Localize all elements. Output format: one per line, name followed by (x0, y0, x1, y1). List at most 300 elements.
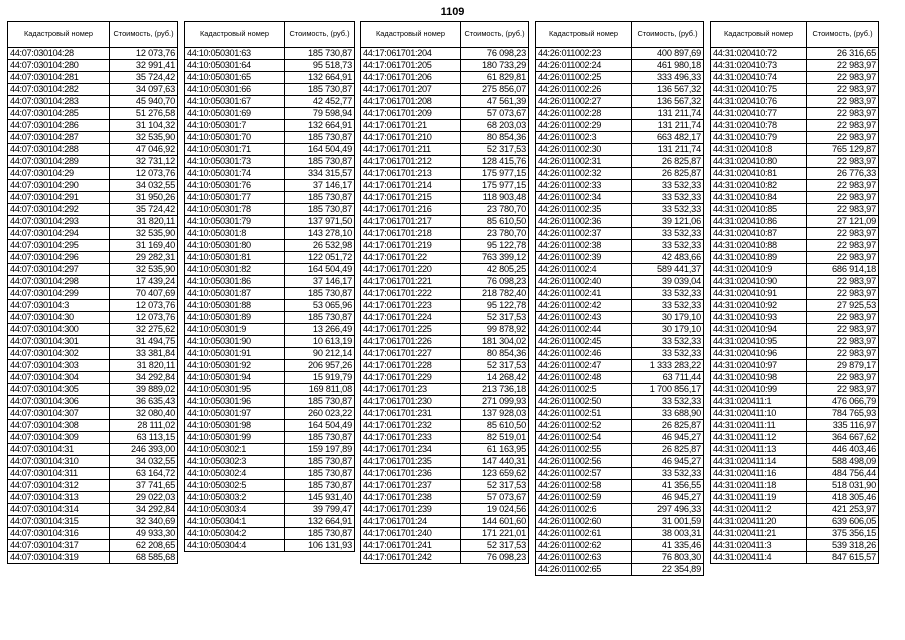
cadastral-number-cell: 44:26:011002:55 (536, 444, 632, 456)
table-row (8, 96, 178, 108)
table-row (8, 144, 178, 156)
cost-cell: 518 031,90 (807, 480, 879, 492)
cadastral-number-cell: 44:17:061701:224 (361, 312, 461, 324)
cadastral-number-cell: 44:07:030104:303 (8, 360, 110, 372)
cost-cell: 76 098,23 (461, 276, 529, 288)
table-row (361, 240, 529, 252)
table-row (361, 204, 529, 216)
register-body (185, 48, 355, 552)
cost-cell: 41 335,46 (632, 540, 704, 552)
cost-cell: 122 051,72 (285, 252, 355, 264)
table-row (185, 360, 355, 372)
cadastral-number-cell: 44:17:061701:226 (361, 336, 461, 348)
table-row (361, 72, 529, 84)
cadastral-number-cell: 44:17:061701:240 (361, 528, 461, 540)
cadastral-number-cell: 44:17:061701:23 (361, 384, 461, 396)
table-row (361, 96, 529, 108)
table-row (8, 48, 178, 60)
cadastral-number-cell: 44:10:050301:78 (185, 204, 285, 216)
table-row (185, 432, 355, 444)
table-row (361, 156, 529, 168)
table-row (8, 300, 178, 312)
register-table-3 (360, 21, 529, 564)
cadastral-number-cell: 44:07:030104:319 (8, 552, 110, 564)
cost-cell: 51 276,58 (110, 108, 178, 120)
cadastral-number-cell: 44:17:061701:225 (361, 324, 461, 336)
cost-cell: 34 032,55 (110, 180, 178, 192)
cadastral-number-cell: 44:17:061701:209 (361, 108, 461, 120)
cadastral-number-cell: 44:31:020410:97 (711, 360, 807, 372)
cadastral-number-cell: 44:26:011002:45 (536, 336, 632, 348)
cadastral-number-cell: 44:26:011002:62 (536, 540, 632, 552)
table-row (185, 444, 355, 456)
cadastral-number-cell: 44:31:020410:86 (711, 216, 807, 228)
table-row (8, 132, 178, 144)
table-row (8, 324, 178, 336)
cadastral-number-cell: 44:31:020410:74 (711, 72, 807, 84)
cadastral-number-cell: 44:07:030104:31 (8, 444, 110, 456)
cadastral-number-cell: 44:07:030104:29 (8, 168, 110, 180)
cadastral-number-cell: 44:10:050301:67 (185, 96, 285, 108)
table-row (185, 72, 355, 84)
cadastral-number-cell: 44:26:011002:63 (536, 552, 632, 564)
cadastral-number-cell: 44:10:050301:91 (185, 348, 285, 360)
table-row (536, 240, 704, 252)
cadastral-number-cell: 44:31:020411:18 (711, 480, 807, 492)
cost-cell: 185 730,87 (285, 204, 355, 216)
cadastral-number-cell: 44:26:011002:57 (536, 468, 632, 480)
table-row (711, 336, 879, 348)
cadastral-number-cell: 44:07:030104:301 (8, 336, 110, 348)
cadastral-number-cell: 44:31:020410:78 (711, 120, 807, 132)
cadastral-number-cell: 44:17:061701:215 (361, 192, 461, 204)
cost-cell: 1 700 856,17 (632, 384, 704, 396)
cost-cell: 22 983,97 (807, 228, 879, 240)
cost-cell: 145 931,40 (285, 492, 355, 504)
table-row (8, 192, 178, 204)
table-row (8, 156, 178, 168)
table-row (185, 84, 355, 96)
cost-cell: 297 496,33 (632, 504, 704, 516)
cadastral-number-cell: 44:31:020410:75 (711, 84, 807, 96)
table-row (711, 108, 879, 120)
cadastral-number-cell: 44:26:011002:42 (536, 300, 632, 312)
table-row (185, 144, 355, 156)
table-row (8, 264, 178, 276)
cost-cell: 82 519,01 (461, 432, 529, 444)
cost-cell: 62 208,65 (110, 540, 178, 552)
cost-cell: 22 983,97 (807, 336, 879, 348)
cadastral-number-cell: 44:26:011002:28 (536, 108, 632, 120)
cost-cell: 185 730,87 (285, 84, 355, 96)
table-row (711, 480, 879, 492)
cost-cell: 22 983,97 (807, 384, 879, 396)
cadastral-number-cell: 44:31:020410:82 (711, 180, 807, 192)
cost-cell: 22 983,97 (807, 132, 879, 144)
cadastral-number-cell: 44:17:061701:204 (361, 48, 461, 60)
cost-cell: 159 197,89 (285, 444, 355, 456)
cadastral-number-cell: 44:26:011002:51 (536, 408, 632, 420)
table-row (8, 552, 178, 564)
table-row (8, 360, 178, 372)
table-row (361, 312, 529, 324)
cost-cell: 32 080,40 (110, 408, 178, 420)
cadastral-number-cell: 44:31:020410:85 (711, 204, 807, 216)
page-number: 1109 (440, 6, 465, 18)
cadastral-number-cell: 44:26:011002:26 (536, 84, 632, 96)
cost-cell: 33 532,33 (632, 348, 704, 360)
table-row (711, 432, 879, 444)
cadastral-number-cell: 44:31:020410:91 (711, 288, 807, 300)
table-row (185, 216, 355, 228)
cadastral-number-cell: 44:10:050301:9 (185, 324, 285, 336)
cadastral-number-cell: 44:31:020410:95 (711, 336, 807, 348)
cost-cell: 99 878,92 (461, 324, 529, 336)
cadastral-number-cell: 44:31:020410:99 (711, 384, 807, 396)
cadastral-number-cell: 44:26:011002:4 (536, 264, 632, 276)
cost-cell: 19 024,56 (461, 504, 529, 516)
table-row (536, 72, 704, 84)
table-row (185, 504, 355, 516)
table-row (361, 492, 529, 504)
table-row (536, 156, 704, 168)
cadastral-number-cell: 44:26:011002:6 (536, 504, 632, 516)
cadastral-number-cell: 44:26:011002:5 (536, 384, 632, 396)
table-row (536, 492, 704, 504)
table-row (711, 420, 879, 432)
table-row (536, 444, 704, 456)
table-row (536, 180, 704, 192)
cadastral-number-cell: 44:17:061701:232 (361, 420, 461, 432)
cadastral-number-cell: 44:07:030104:315 (8, 516, 110, 528)
table-row (536, 396, 704, 408)
cadastral-number-cell: 44:31:020411:2 (711, 504, 807, 516)
header-cadastral-number: Кадастровый номер (711, 22, 807, 48)
cadastral-number-cell: 44:07:030104:290 (8, 180, 110, 192)
cost-cell: 39 121,06 (632, 216, 704, 228)
cost-cell: 80 854,36 (461, 348, 529, 360)
cost-cell: 171 221,01 (461, 528, 529, 540)
cadastral-number-cell: 44:07:030104:306 (8, 396, 110, 408)
table-row (185, 228, 355, 240)
cadastral-number-cell: 44:10:050301:97 (185, 408, 285, 420)
cost-cell: 46 945,27 (632, 492, 704, 504)
cost-cell: 185 730,87 (285, 48, 355, 60)
table-row (711, 324, 879, 336)
cost-cell: 63 113,15 (110, 432, 178, 444)
table-row (536, 300, 704, 312)
cost-cell: 32 535,90 (110, 228, 178, 240)
cadastral-number-cell: 44:31:020411:10 (711, 408, 807, 420)
cost-cell: 80 854,36 (461, 132, 529, 144)
cadastral-number-cell: 44:26:011002:24 (536, 60, 632, 72)
cost-cell: 52 317,53 (461, 360, 529, 372)
table-row (185, 156, 355, 168)
table-row (536, 408, 704, 420)
table-row (185, 468, 355, 480)
cost-cell: 76 098,23 (461, 552, 529, 564)
table-row (711, 300, 879, 312)
cadastral-number-cell: 44:10:050301:73 (185, 156, 285, 168)
table-row (361, 336, 529, 348)
cost-cell: 35 724,42 (110, 72, 178, 84)
cost-cell: 169 811,08 (285, 384, 355, 396)
table-row (711, 156, 879, 168)
cost-cell: 30 179,10 (632, 324, 704, 336)
table-row (361, 480, 529, 492)
table-row (536, 384, 704, 396)
cost-cell: 32 340,69 (110, 516, 178, 528)
cadastral-number-cell: 44:31:020410:94 (711, 324, 807, 336)
table-row (711, 468, 879, 480)
cost-cell: 26 825,87 (632, 156, 704, 168)
table-row (536, 96, 704, 108)
cadastral-number-cell: 44:17:061701:211 (361, 144, 461, 156)
table-row (8, 540, 178, 552)
cadastral-number-cell: 44:26:011002:47 (536, 360, 632, 372)
cadastral-number-cell: 44:31:020411:21 (711, 528, 807, 540)
cost-cell: 588 498,09 (807, 456, 879, 468)
cadastral-number-cell: 44:31:020411:1 (711, 396, 807, 408)
cost-cell: 68 203,03 (461, 120, 529, 132)
table-row (711, 456, 879, 468)
cost-cell: 136 567,32 (632, 96, 704, 108)
cadastral-number-cell: 44:10:050301:99 (185, 432, 285, 444)
table-row (711, 180, 879, 192)
cost-cell: 765 129,87 (807, 144, 879, 156)
cadastral-number-cell: 44:26:011002:34 (536, 192, 632, 204)
cost-cell: 52 317,53 (461, 540, 529, 552)
table-row (8, 492, 178, 504)
cadastral-number-cell: 44:26:011002:29 (536, 120, 632, 132)
cost-cell: 763 399,12 (461, 252, 529, 264)
cadastral-number-cell: 44:26:011002:48 (536, 372, 632, 384)
table-row (711, 72, 879, 84)
cadastral-number-cell: 44:31:020410:81 (711, 168, 807, 180)
cadastral-number-cell: 44:10:050304:4 (185, 540, 285, 552)
cadastral-number-cell: 44:26:011002:31 (536, 156, 632, 168)
cost-cell: 131 211,74 (632, 144, 704, 156)
table-row (361, 552, 529, 564)
cost-cell: 12 073,76 (110, 312, 178, 324)
cost-cell: 37 146,17 (285, 180, 355, 192)
cadastral-number-cell: 44:17:061701:213 (361, 168, 461, 180)
cost-cell: 421 253,97 (807, 504, 879, 516)
cost-cell: 63 711,44 (632, 372, 704, 384)
table-row (8, 480, 178, 492)
cost-cell: 22 983,97 (807, 240, 879, 252)
cost-cell: 37 741,65 (110, 480, 178, 492)
cost-cell: 164 504,49 (285, 144, 355, 156)
cadastral-number-cell: 44:10:050301:90 (185, 336, 285, 348)
cost-cell: 446 403,46 (807, 444, 879, 456)
table-row (711, 372, 879, 384)
table-row (8, 444, 178, 456)
cost-cell: 137 971,50 (285, 216, 355, 228)
table-row (711, 348, 879, 360)
cost-cell: 639 606,05 (807, 516, 879, 528)
cadastral-number-cell: 44:10:050301:76 (185, 180, 285, 192)
table-row (711, 312, 879, 324)
register-table-2 (184, 21, 355, 552)
cadastral-number-cell: 44:07:030104:288 (8, 144, 110, 156)
cost-cell: 33 532,33 (632, 204, 704, 216)
cost-cell: 22 983,97 (807, 180, 879, 192)
cadastral-number-cell: 44:10:050304:1 (185, 516, 285, 528)
table-row (361, 84, 529, 96)
table-row (361, 192, 529, 204)
cadastral-number-cell: 44:31:020410:92 (711, 300, 807, 312)
table-row (361, 264, 529, 276)
register-table-1 (7, 21, 178, 564)
cadastral-number-cell: 44:31:020410:9 (711, 264, 807, 276)
cost-cell: 484 756,44 (807, 468, 879, 480)
cadastral-number-cell: 44:31:020411:14 (711, 456, 807, 468)
table-row (361, 60, 529, 72)
cost-cell: 136 567,32 (632, 84, 704, 96)
cost-cell: 137 928,03 (461, 408, 529, 420)
table-row (711, 60, 879, 72)
table-row (361, 252, 529, 264)
cost-cell: 22 983,97 (807, 288, 879, 300)
cadastral-number-cell: 44:07:030104:292 (8, 204, 110, 216)
cost-cell: 76 098,23 (461, 48, 529, 60)
cost-cell: 131 211,74 (632, 108, 704, 120)
cadastral-number-cell: 44:07:030104:302 (8, 348, 110, 360)
cadastral-number-cell: 44:26:011002:32 (536, 168, 632, 180)
table-row (361, 360, 529, 372)
table-row (536, 252, 704, 264)
cost-cell: 26 825,87 (632, 420, 704, 432)
cadastral-number-cell: 44:26:011002:54 (536, 432, 632, 444)
cadastral-number-cell: 44:31:020410:84 (711, 192, 807, 204)
cost-cell: 31 820,11 (110, 360, 178, 372)
cost-cell: 33 532,33 (632, 336, 704, 348)
table-row (536, 480, 704, 492)
table-row (361, 228, 529, 240)
cadastral-number-cell: 44:10:050301:74 (185, 168, 285, 180)
cost-cell: 22 983,97 (807, 108, 879, 120)
table-row (536, 84, 704, 96)
table-row (8, 180, 178, 192)
cost-cell: 95 518,73 (285, 60, 355, 72)
table-row (185, 276, 355, 288)
cost-cell: 333 496,33 (632, 72, 704, 84)
cadastral-number-cell: 44:10:050301:80 (185, 240, 285, 252)
cadastral-number-cell: 44:17:061701:24 (361, 516, 461, 528)
cadastral-number-cell: 44:26:011002:35 (536, 204, 632, 216)
cadastral-number-cell: 44:26:011002:44 (536, 324, 632, 336)
table-row (361, 408, 529, 420)
cost-cell: 32 535,90 (110, 264, 178, 276)
table-row (8, 384, 178, 396)
cost-cell: 476 066,79 (807, 396, 879, 408)
cadastral-number-cell: 44:26:011002:60 (536, 516, 632, 528)
table-row (8, 240, 178, 252)
cost-cell: 33 532,33 (632, 396, 704, 408)
table-row (185, 48, 355, 60)
cadastral-number-cell: 44:07:030104:313 (8, 492, 110, 504)
cadastral-number-cell: 44:17:061701:237 (361, 480, 461, 492)
table-row (361, 216, 529, 228)
cost-cell: 49 933,30 (110, 528, 178, 540)
table-row (361, 528, 529, 540)
table-row (185, 540, 355, 552)
cost-cell: 33 532,33 (632, 180, 704, 192)
cost-cell: 164 504,49 (285, 264, 355, 276)
table-row (536, 120, 704, 132)
cost-cell: 39 799,47 (285, 504, 355, 516)
cost-cell: 61 163,95 (461, 444, 529, 456)
table-row (8, 420, 178, 432)
cost-cell: 22 983,97 (807, 156, 879, 168)
cadastral-number-cell: 44:17:061701:207 (361, 84, 461, 96)
cost-cell: 63 164,72 (110, 468, 178, 480)
table-row (361, 48, 529, 60)
cadastral-number-cell: 44:07:030104:294 (8, 228, 110, 240)
cost-cell: 47 561,39 (461, 96, 529, 108)
cadastral-number-cell: 44:07:030104:286 (8, 120, 110, 132)
table-row (185, 300, 355, 312)
cost-cell: 22 983,97 (807, 324, 879, 336)
cadastral-number-cell: 44:10:050301:98 (185, 420, 285, 432)
cadastral-number-cell: 44:31:020411:13 (711, 444, 807, 456)
cadastral-number-cell: 44:10:050301:88 (185, 300, 285, 312)
cadastral-number-cell: 44:07:030104:297 (8, 264, 110, 276)
cadastral-number-cell: 44:10:050304:2 (185, 528, 285, 540)
cost-cell: 271 099,93 (461, 396, 529, 408)
cost-cell: 34 097,63 (110, 84, 178, 96)
cadastral-number-cell: 44:17:061701:230 (361, 396, 461, 408)
cadastral-number-cell: 44:07:030104:310 (8, 456, 110, 468)
cost-cell: 26 316,65 (807, 48, 879, 60)
cadastral-number-cell: 44:10:050302:3 (185, 456, 285, 468)
table-row (536, 540, 704, 552)
cadastral-number-cell: 44:31:020410:88 (711, 240, 807, 252)
table-row (185, 312, 355, 324)
table-row (536, 456, 704, 468)
cost-cell: 132 664,91 (285, 72, 355, 84)
cadastral-number-cell: 44:10:050303:2 (185, 492, 285, 504)
cost-cell: 30 179,10 (632, 312, 704, 324)
cadastral-number-cell: 44:10:050301:89 (185, 312, 285, 324)
table-row (536, 564, 704, 576)
table-row (8, 72, 178, 84)
cost-cell: 275 856,07 (461, 84, 529, 96)
table-row (711, 192, 879, 204)
table-row (536, 324, 704, 336)
cost-cell: 31 494,75 (110, 336, 178, 348)
table-row (361, 420, 529, 432)
cost-cell: 34 032,55 (110, 456, 178, 468)
cadastral-number-cell: 44:31:020410:98 (711, 372, 807, 384)
cadastral-number-cell: 44:17:061701:212 (361, 156, 461, 168)
cost-cell: 33 688,90 (632, 408, 704, 420)
cost-cell: 132 664,91 (285, 516, 355, 528)
cadastral-number-cell: 44:10:050302:5 (185, 480, 285, 492)
table-row (185, 516, 355, 528)
cost-cell: 22 983,97 (807, 192, 879, 204)
cost-cell: 128 415,76 (461, 156, 529, 168)
table-row (711, 276, 879, 288)
cadastral-number-cell: 44:17:061701:219 (361, 240, 461, 252)
cost-cell: 246 393,00 (110, 444, 178, 456)
table-row (711, 204, 879, 216)
table-row (8, 516, 178, 528)
table-row (361, 432, 529, 444)
table-row (536, 204, 704, 216)
table-row (711, 252, 879, 264)
